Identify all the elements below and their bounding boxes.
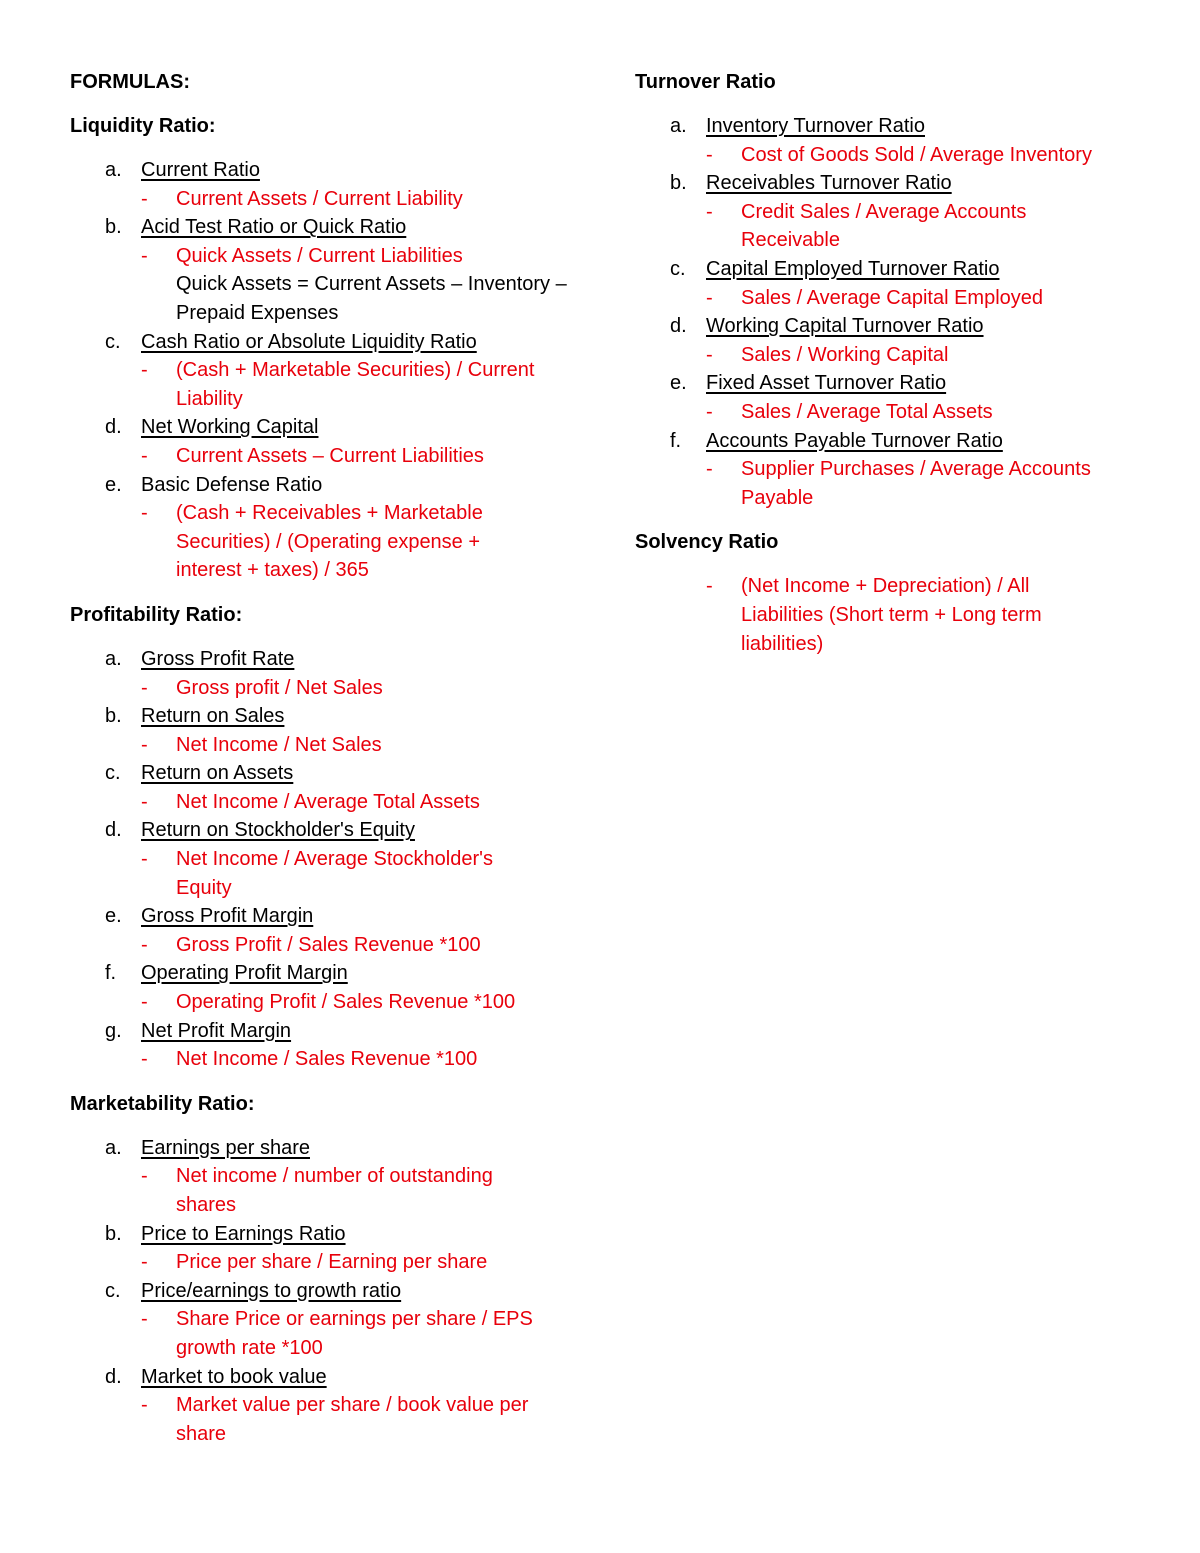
item-formula: (Cash + Receivables + Marketable Securities) / (Operating expense + interest + taxes) / 365 (176, 502, 483, 582)
section-heading-solvency: Solvency Ratio (635, 531, 779, 554)
dash-bullet: - (141, 733, 148, 756)
list-item (70, 1220, 580, 1277)
dash-bullet: - (706, 286, 713, 309)
section-heading-profitability: Profitability Ratio: (70, 603, 243, 626)
turnover-list (635, 112, 1155, 512)
dash-bullet: - (706, 458, 713, 481)
right-column (635, 68, 1155, 658)
item-formula: Market value per share / book value per share (176, 1394, 529, 1445)
item-formula: Operating Profit / Sales Revenue *100 (176, 991, 516, 1014)
item-title: Gross Profit Rate (141, 647, 295, 670)
list-item (635, 169, 1155, 255)
section-heading-turnover: Turnover Ratio (635, 71, 776, 93)
liquidity-list (70, 156, 580, 585)
dash-bullet: - (141, 676, 148, 699)
list-item (70, 702, 580, 759)
item-letter: a. (105, 1136, 122, 1159)
item-formula: Share Price or earnings per share / EPS growth rate *100 (176, 1308, 533, 1359)
item-letter: d. (670, 315, 687, 338)
item-letter: d. (105, 819, 122, 842)
dash-bullet: - (141, 444, 148, 467)
list-item (70, 1134, 580, 1220)
list-item (70, 1017, 580, 1074)
item-title: Fixed Asset Turnover Ratio (706, 372, 947, 395)
item-letter: e. (670, 372, 687, 395)
document-title: FORMULAS: (70, 71, 190, 93)
item-title: Acid Test Ratio or Quick Ratio (141, 216, 407, 239)
item-formula: Gross profit / Net Sales (176, 676, 383, 699)
list-item (70, 645, 580, 702)
list-item (635, 255, 1155, 312)
item-formula: Gross Profit / Sales Revenue *100 (176, 933, 481, 956)
left-column (70, 68, 580, 1448)
item-title: Gross Profit Margin (141, 905, 314, 928)
item-formula: Net Income / Sales Revenue *100 (176, 1048, 478, 1071)
dash-bullet: - (706, 400, 713, 423)
item-title: Working Capital Turnover Ratio (706, 315, 984, 338)
item-title: Return on Stockholder's Equity (141, 819, 415, 842)
profitability-list (70, 645, 580, 1074)
item-letter: b. (105, 1222, 122, 1245)
item-formula: Net Income / Net Sales (176, 733, 382, 756)
dash-bullet: - (141, 359, 148, 382)
item-title: Inventory Turnover Ratio (706, 115, 925, 137)
dash-bullet: - (141, 933, 148, 956)
marketability-list (70, 1134, 580, 1449)
item-title: Receivables Turnover Ratio (706, 172, 952, 195)
dash-bullet: - (141, 790, 148, 813)
item-formula: Credit Sales / Average Accounts Receivable (741, 200, 1027, 252)
dash-bullet: - (141, 1251, 148, 1274)
list-item (70, 902, 580, 959)
item-formula: Net income / number of outstanding shares (176, 1165, 493, 1216)
item-title: Operating Profit Margin (141, 962, 348, 985)
dash-bullet: - (141, 1394, 148, 1417)
item-title: Earnings per share (141, 1136, 310, 1159)
list-item (70, 816, 580, 902)
item-letter: a. (105, 647, 122, 670)
list-item (635, 112, 1155, 169)
item-formula: Sales / Average Total Assets (741, 400, 993, 423)
item-formula: Sales / Average Capital Employed (741, 286, 1044, 309)
list-item (70, 1277, 580, 1363)
item-letter: b. (670, 172, 687, 195)
list-item (70, 759, 580, 816)
item-title: Net Working Capital (141, 416, 319, 439)
dash-bullet: - (141, 991, 148, 1014)
item-letter: d. (105, 416, 122, 439)
item-letter: e. (105, 473, 122, 496)
item-formula: Net Income / Average Total Assets (176, 790, 480, 813)
item-letter: a. (670, 115, 687, 137)
item-letter: a. (105, 159, 122, 181)
item-letter: c. (105, 762, 121, 785)
list-item (70, 959, 580, 1016)
dash-bullet: - (706, 200, 713, 223)
item-letter: g. (105, 1019, 122, 1042)
item-formula: (Cash + Marketable Securities) / Current Liability (176, 359, 535, 410)
dash-bullet: - (706, 343, 713, 366)
item-formula: Current Assets – Current Liabilities (176, 444, 484, 467)
item-title: Price to Earnings Ratio (141, 1222, 346, 1245)
item-title: Accounts Payable Turnover Ratio (706, 429, 1003, 452)
dash-bullet: - (141, 1165, 148, 1188)
dash-bullet: - (141, 848, 148, 871)
item-formula: (Net Income + Depreciation) / All Liabilities (Short term + Long term liabilities) (741, 575, 1042, 655)
list-item (70, 1363, 580, 1449)
item-letter: f. (105, 962, 117, 985)
item-letter: b. (105, 705, 122, 728)
item-letter: e. (105, 905, 122, 928)
solvency-formula-item (635, 572, 1155, 658)
list-item (70, 156, 580, 213)
dash-bullet: - (706, 575, 713, 598)
item-formula: Price per share / Earning per share (176, 1251, 488, 1274)
dash-bullet: - (706, 143, 713, 166)
item-formula: Supplier Purchases / Average Accounts Payable (741, 458, 1091, 509)
section-heading-marketability: Marketability Ratio: (70, 1092, 255, 1115)
item-title: Cash Ratio or Absolute Liquidity Ratio (141, 330, 477, 353)
list-item (70, 471, 580, 585)
item-formula: Net Income / Average Stockholder's Equity (176, 848, 493, 899)
dash-bullet: - (141, 1048, 148, 1071)
item-letter: c. (670, 257, 686, 280)
item-letter: b. (105, 216, 122, 239)
item-formula: Sales / Working Capital (741, 343, 949, 366)
item-letter: c. (105, 1279, 121, 1302)
item-formula: Current Assets / Current Liability (176, 187, 463, 210)
item-title: Market to book value (141, 1365, 327, 1388)
item-letter: d. (105, 1365, 122, 1388)
section-heading-liquidity: Liquidity Ratio: (70, 115, 216, 137)
item-letter: f. (670, 429, 682, 452)
list-item (635, 369, 1155, 426)
item-title: Capital Employed Turnover Ratio (706, 257, 1000, 280)
dash-bullet: - (141, 1308, 148, 1331)
list-item (70, 328, 580, 414)
item-title: Basic Defense Ratio (141, 473, 323, 496)
item-formula: Quick Assets / Current Liabilities (176, 244, 463, 267)
item-letter: c. (105, 330, 121, 353)
item-title: Price/earnings to growth ratio (141, 1279, 402, 1302)
dash-bullet: - (141, 187, 148, 210)
item-note: Quick Assets = Current Assets – Inventory – Prepaid Expenses (176, 273, 567, 324)
dash-bullet: - (141, 502, 148, 525)
item-title: Current Ratio (141, 159, 260, 181)
list-item (70, 213, 580, 327)
list-item (70, 413, 580, 470)
list-item (635, 427, 1155, 513)
item-title: Net Profit Margin (141, 1019, 292, 1042)
item-formula: Cost of Goods Sold / Average Inventory (741, 143, 1092, 166)
item-title: Return on Assets (141, 762, 294, 785)
dash-bullet: - (141, 244, 148, 267)
list-item (635, 312, 1155, 369)
item-title: Return on Sales (141, 705, 285, 728)
